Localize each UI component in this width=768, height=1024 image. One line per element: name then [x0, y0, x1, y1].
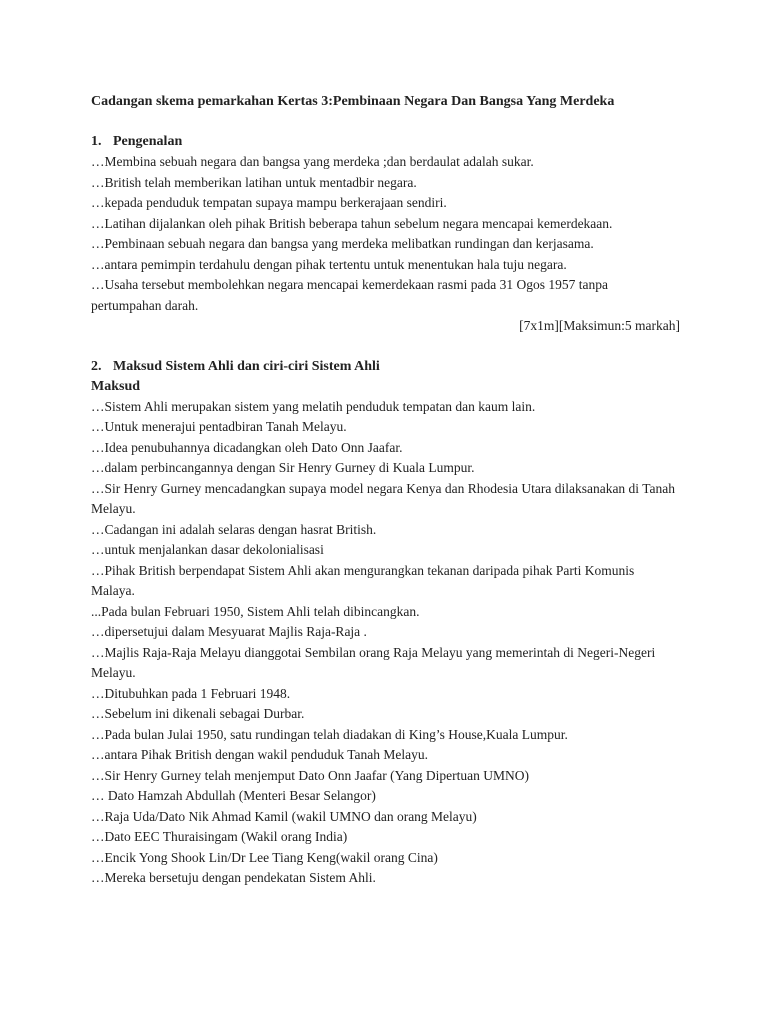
- document-body: [91, 92, 679, 889]
- text-line: …Cadangan ini adalah selaras dengan hasrat British.: [91, 521, 377, 537]
- text-line: ...Pada bulan Februari 1950, Sistem Ahli telah dibincangkan.: [91, 603, 420, 619]
- text-line: …Latihan dijalankan oleh pihak British beberapa tahun sebelum negara mencapai kemerdekaan.: [91, 215, 613, 231]
- document-title: Cadangan skema pemarkahan Kertas 3:Pembinaan Negara Dan Bangsa Yang Merdeka: [91, 94, 615, 109]
- text-line: …dalam perbincangannya dengan Sir Henry Gurney di Kuala Lumpur.: [91, 460, 475, 475]
- section-maksud-sistem-ahli: [91, 357, 679, 889]
- section-heading-text: Maksud Sistem Ahli dan ciri-ciri Sistem Ahli: [113, 358, 380, 374]
- text-line: …Pembinaan sebuah negara dan bangsa yang merdeka melibatkan rundingan dan kerjasama.: [91, 236, 594, 251]
- text-line: …Pada bulan Julai 1950, satu rundingan telah diadakan di King’s House,Kuala Lumpur.: [91, 726, 568, 742]
- text-line: …antara Pihak British dengan wakil penduduk Tanah Melayu.: [91, 747, 428, 762]
- text-line: … Dato Hamzah Abdullah (Menteri Besar Selangor): [91, 788, 376, 803]
- text-line: …Usaha tersebut membolehkan negara mencapai kemerdekaan rasmi pada 31 Ogos 1957 tanpa pertumpahan darah.: [91, 277, 608, 313]
- text-line: …Pihak British berpendapat Sistem Ahli akan mengurangkan tekanan daripada pihak Parti Komunis Malaya.: [91, 562, 635, 598]
- text-line: …Raja Uda/Dato Nik Ahmad Kamil (wakil UMNO dan orang Melayu): [91, 808, 477, 824]
- section-pengenalan: [91, 132, 679, 337]
- subheading-maksud: Maksud: [91, 378, 141, 394]
- text-line: …Sebelum ini dikenali sebagai Durbar.: [91, 706, 305, 721]
- section-heading: [91, 132, 679, 152]
- section-heading-text: Pengenalan: [113, 134, 183, 149]
- text-line: …untuk menjalankan dasar dekolonialisasi: [91, 542, 324, 557]
- marks-allocation: [7x1m][Maksimun:5 markah]: [519, 318, 680, 333]
- section-heading: [91, 357, 679, 377]
- text-line: …Sistem Ahli merupakan sistem yang melatih penduduk tempatan dan kaum lain.: [91, 398, 536, 414]
- text-line: …dipersetujui dalam Mesyuarat Majlis Raja-Raja .: [91, 624, 367, 639]
- text-line: …Encik Yong Shook Lin/Dr Lee Tiang Keng(wakil orang Cina): [91, 849, 438, 865]
- section-spacer: [91, 337, 679, 357]
- text-line: …Dato EEC Thuraisingam (Wakil orang India): [91, 829, 348, 844]
- text-line: …Ditubuhkan pada 1 Februari 1948.: [91, 685, 291, 701]
- text-line: …British telah memberikan latihan untuk mentadbir negara.: [91, 174, 417, 190]
- text-line: …antara pemimpin terdahulu dengan pihak tertentu untuk menentukan hala tuju negara.: [91, 256, 567, 272]
- text-line: …Majlis Raja-Raja Melayu dianggotai Sembilan orang Raja Melayu yang memerintah di Negeri-Negeri Melayu.: [91, 644, 656, 680]
- text-line: …Untuk menerajui pentadbiran Tanah Melayu.: [91, 419, 347, 434]
- text-line: …Idea penubuhannya dicadangkan oleh Dato Onn Jaafar.: [91, 439, 403, 455]
- section-number: 2.: [91, 358, 102, 374]
- text-line: …Sir Henry Gurney telah menjemput Dato Onn Jaafar (Yang Dipertuan UMNO): [91, 767, 530, 783]
- section-number: 1.: [91, 134, 102, 149]
- text-line: …kepada penduduk tempatan supaya mampu berkerajaan sendiri.: [91, 195, 447, 210]
- text-line: …Mereka bersetuju dengan pendekatan Sistem Ahli.: [91, 870, 376, 885]
- text-line: …Sir Henry Gurney mencadangkan supaya model negara Kenya dan Rhodesia Utara dilaksanakan di Tanah Melayu.: [91, 480, 675, 516]
- text-line: …Membina sebuah negara dan bangsa yang merdeka ;dan berdaulat adalah sukar.: [91, 154, 534, 169]
